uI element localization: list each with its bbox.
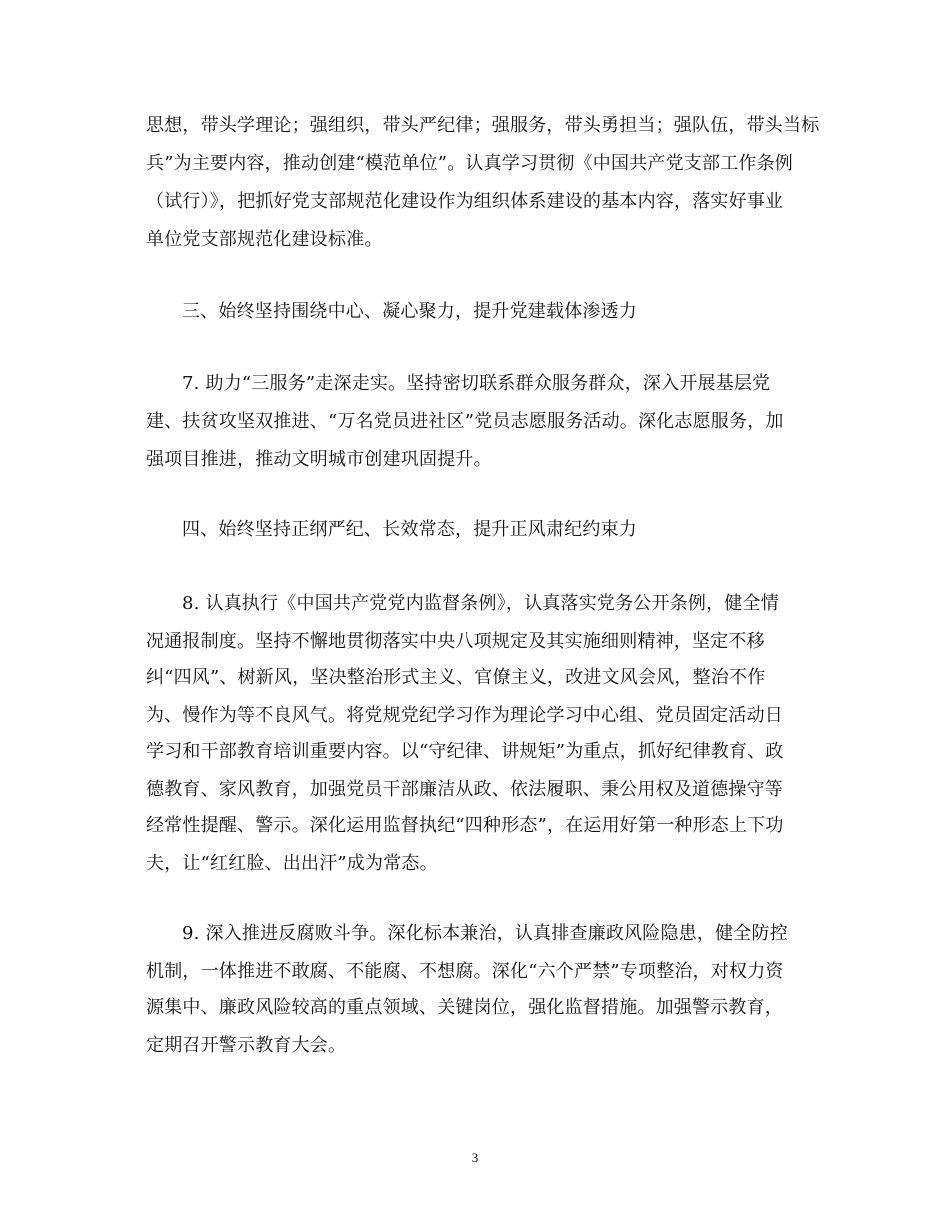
paragraph-line: 建、扶贫攻坚双推进、“万名党员进社区”党员志愿服务活动。深化志愿服务，加 xyxy=(146,411,784,432)
paragraph-line: 思想，带头学理论；强组织，带头严纪律；强服务，带头勇担当；强队伍，带头当标 xyxy=(146,115,820,136)
section-heading: 四、始终坚持正纲严纪、长效常态，提升正风肃纪约束力 xyxy=(182,519,637,540)
section-heading: 三、始终坚持围绕中心、凝心聚力，提升党建载体渗透力 xyxy=(182,301,637,322)
paragraph-line: 强项目推进，推动文明城市创建巩固提升。 xyxy=(146,449,492,470)
page-number: 3 xyxy=(471,1150,479,1165)
paragraph-line: 定期召开警示教育大会。 xyxy=(146,1035,347,1056)
paragraph-line: 7. 助力“三服务”走深走实。坚持密切联系群众服务群众，深入开展基层党 xyxy=(182,373,771,394)
paragraph-line: 8. 认真执行《中国共产党党内监督条例》，认真落实党务公开条例，健全情 xyxy=(182,593,779,614)
paragraph-line: 经常性提醒、警示。深化运用监督执纪“四种形态”，在运用好第一种形态上下功 xyxy=(146,815,784,836)
paragraph-line: 学习和干部教育培训重要内容。以“守纪律、讲规矩”为重点，抓好纪律教育、政 xyxy=(146,741,784,762)
paragraph-line: 单位党支部规范化建设标准。 xyxy=(146,229,383,250)
paragraph-line: 兵”为主要内容，推动创建“模范单位”。认真学习贯彻《中国共产党支部工作条例 xyxy=(146,153,794,174)
paragraph-line: （试行）》，把抓好党支部规范化建设作为组织体系建设的基本内容，落实好事业 xyxy=(146,191,784,212)
paragraph-line: 源集中、廉政风险较高的重点领域、关键岗位，强化监督措施。加强警示教育， xyxy=(146,997,783,1018)
paragraph-line: 况通报制度。坚持不懈地贯彻落实中央八项规定及其实施细则精神，坚定不移 xyxy=(146,631,765,652)
paragraph-line: 为、慢作为等不良风气。将党规党纪学习作为理论学习中心组、党员固定活动日 xyxy=(146,705,783,726)
paragraph-line: 机制，一体推进不敢腐、不能腐、不想腐。深化“六个严禁”专项整治，对权力资 xyxy=(146,961,784,982)
paragraph-line: 夫，让“红红脸、出出汗”成为常态。 xyxy=(146,853,438,874)
paragraph-line: 纠“四风”、树新风，坚决整治形式主义、官僚主义，改进文风会风，整治不作 xyxy=(146,667,766,688)
paragraph-line: 德教育、家风教育，加强党员干部廉洁从政、依法履职、秉公用权及道德操守等 xyxy=(146,779,783,800)
paragraph-line: 9. 深入推进反腐败斗争。深化标本兼治，认真排查廉政风险隐患，健全防控 xyxy=(182,923,788,944)
